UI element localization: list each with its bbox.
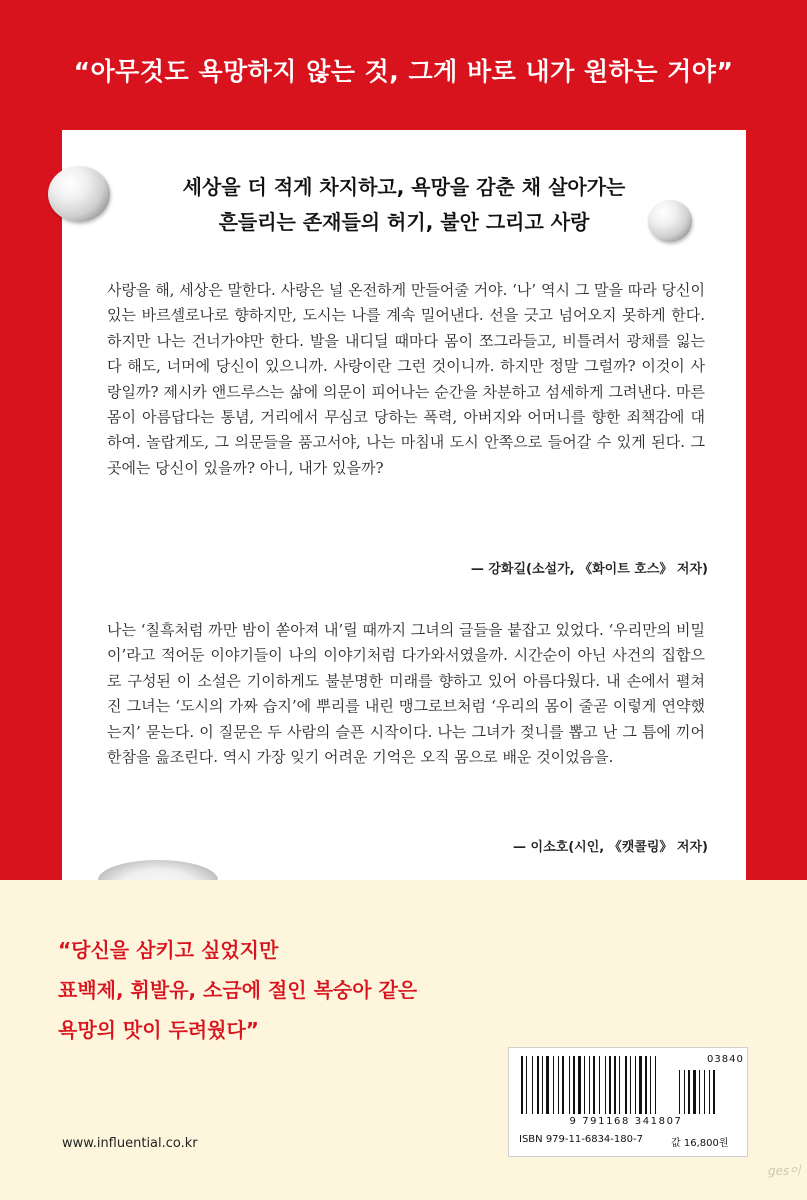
barcode-bar [639,1056,642,1114]
barcode-bar [609,1056,611,1114]
review-text: 나는 ‘칠흑처럼 까만 밤이 쏟아져 내’릴 때까지 그녀의 글들을 붙잡고 있었다. ‘우리만의 비밀이’라고 적어둔 이야기들이 나의 이야기처럼 다가와서였을까. 시간순이 아닌 사건의 집합으로 구성된 이 소설은 기이하게도 불분명한 미래를 향하고 있어 아름다웠다. 내 손에서 펼쳐진 그녀는 ‘도시의 가짜 습지’에 뿌리를 내린 맹그로브처럼 ‘우리의 몸이 줄곧 이렇게 연약했는지’ 묻는다. 이 질문은 두 사람의 슬픈 시작이다. 나는 그녀가 젖니를 뽑고 난 그 틈에 끼어 한참을 읊조린다. 역시 가장 잊기 어려운 기억은 오직 몸으로 배운 것이었음을. [107,621,705,767]
barcode-box [508,1047,748,1157]
pull-quote-line: 욕망의 맛이 두려웠다” [58,1018,259,1042]
subheading-line: 흔들리는 존재들의 허기, 불안 그리고 사랑 [218,210,590,234]
barcode-bar [542,1056,543,1114]
barcode-bar [573,1056,575,1114]
subheading [62,170,746,240]
barcode-bar [619,1056,620,1114]
review-attribution: — 강화길(소설가, 《화이트 호스》 저자) [470,562,708,577]
barcode-bar [562,1056,564,1114]
publisher-url: www.influential.co.kr [62,1136,198,1151]
barcode-bar [635,1056,636,1114]
barcode-bar [532,1056,533,1114]
barcode-bar [688,1070,690,1114]
barcode-bar [578,1056,581,1114]
barcode-bar [625,1056,627,1114]
barcode-bar [645,1056,647,1114]
barcode-bar [699,1070,700,1114]
barcode-bar [709,1070,710,1114]
barcode-bar [693,1070,696,1114]
headline-quote: “아무것도 욕망하지 않는 것, 그게 바로 내가 원하는 거야” [73,57,734,86]
barcode-bar [558,1056,559,1114]
barcode-bar [569,1056,570,1114]
review-panel [62,130,746,880]
barcode-bar [599,1056,600,1114]
barcode-bar [605,1056,606,1114]
barcode-bar [630,1056,631,1114]
barcode-bar [553,1056,554,1114]
barcode-image [519,1056,737,1118]
price: 값 16,800원 [671,1138,729,1149]
pull-quote [58,930,417,1050]
barcode-bar [546,1056,549,1114]
barcode-bar [614,1056,616,1114]
barcode-bar [655,1056,656,1114]
barcode-bar [713,1070,715,1114]
cream-cover-band [0,880,807,1200]
barcode-bar [704,1070,705,1114]
barcode-bar [589,1056,590,1114]
barcode-bar [537,1056,539,1114]
subheading-line: 세상을 더 적게 차지하고, 욕망을 감춘 채 살아가는 [182,175,626,199]
barcode-bar [521,1056,523,1114]
barcode-bar [684,1070,685,1114]
review-text: 사랑을 해, 세상은 말한다. 사랑은 널 온전하게 만들어줄 거야. ‘나’ 역시 그 말을 따라 당신이 있는 바르셀로나로 향하지만, 도시는 나를 계속 밀어낸다. 선을 긋고 넘어오지 못하게 한다. 하지만 나는 건너가야만 한다. 발을 내디딜 때마다 몸이 쪼그라들고, 비틀려서 광채를 잃는다 해도, 너머에 당신이 있으니까. 사랑이란 그런 것이니까. 하지만 정말 그럴까? 이것이 사랑일까? 제시카 앤드루스는 삶에 의문이 피어나는 순간을 차분하고 섬세하게 그려낸다. 마른 몸이 아름답다는 통념, 거리에서 무심코 당하는 폭력, 아버지와 어머니를 향한 죄책감에 대하여. 놀랍게도, 그 의문들을 품고서야, 나는 마침내 도시 안쪽으로 들어갈 수 있게 된다. 그곳에는 당신이 있을까? 아니, 내가 있을까? [107,281,705,477]
barcode-bar [526,1056,527,1114]
pull-quote-line: “당신을 삼키고 싶었지만 [58,938,279,962]
barcode-digits: 9 791168 341807 [569,1116,683,1127]
barcode-add-on: 03840 [707,1054,744,1065]
barcode-bar [679,1070,680,1114]
barcode-bar [650,1056,651,1114]
publisher-logo: ges이 [768,1164,801,1178]
isbn: ISBN 979-11-6834-180-7 [519,1134,643,1145]
barcode-bar [584,1056,585,1114]
pull-quote-line: 표백제, 휘발유, 소금에 절인 복숭아 같은 [58,978,418,1002]
barcode-bar [593,1056,595,1114]
review-attribution: — 이소호(시인, 《캣콜링》 저자) [513,840,708,855]
